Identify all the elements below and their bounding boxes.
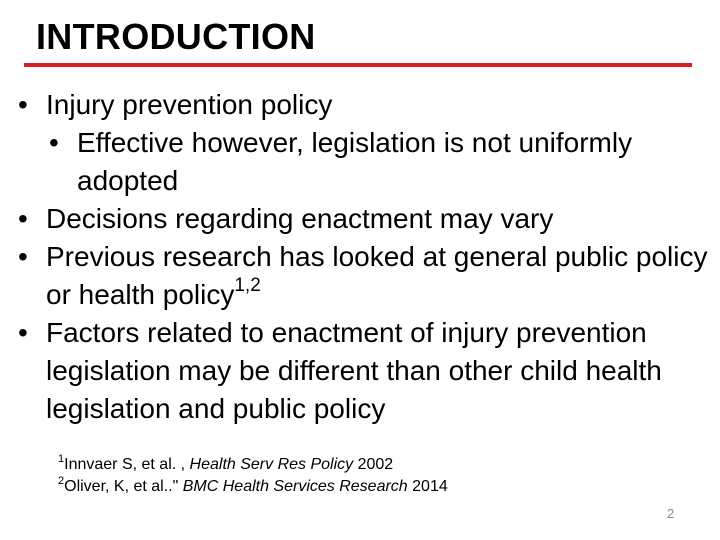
- bullet-marker: •: [49, 127, 59, 158]
- reference-year: 2014: [407, 478, 448, 495]
- bullet-list: [18, 86, 708, 428]
- reference-journal: BMC Health Services Research: [182, 478, 408, 495]
- citation-superscript: 1,2: [234, 274, 261, 296]
- bullet-item: [18, 200, 708, 238]
- bullet-item: [18, 86, 708, 124]
- bullet-text: Factors related to enactment of injury prevention legislation may be different than other child health legislation and public policy: [46, 317, 662, 424]
- bullet-text: Injury prevention policy: [46, 89, 333, 120]
- bullet-text: Previous research has looked at general public policy or health policy: [46, 241, 708, 310]
- reference-authors: Oliver, K, et al..": [64, 478, 183, 495]
- bullet-text: Decisions regarding enactment may vary: [46, 203, 554, 234]
- title-underline: [24, 63, 692, 67]
- reference-authors: Innvaer S, et al. ,: [64, 456, 190, 473]
- page-number: 2: [667, 506, 675, 521]
- bullet-marker: •: [18, 241, 28, 272]
- bullet-marker: •: [18, 203, 28, 234]
- reference-item: [58, 476, 448, 498]
- reference-year: 2002: [353, 456, 394, 473]
- bullet-marker: •: [18, 317, 28, 348]
- bullet-item: [18, 314, 708, 428]
- bullet-marker: •: [18, 89, 28, 120]
- reference-number: 1: [58, 452, 65, 465]
- bullet-text: Effective however, legislation is not uniformly adopted: [77, 127, 633, 196]
- sub-bullet-item: [18, 124, 708, 200]
- slide-title: INTRODUCTION: [36, 16, 316, 57]
- references: [58, 454, 448, 498]
- reference-item: [58, 454, 448, 476]
- reference-journal: Health Serv Res Policy: [189, 456, 354, 473]
- reference-number: 2: [58, 474, 65, 487]
- bullet-item: [18, 238, 708, 314]
